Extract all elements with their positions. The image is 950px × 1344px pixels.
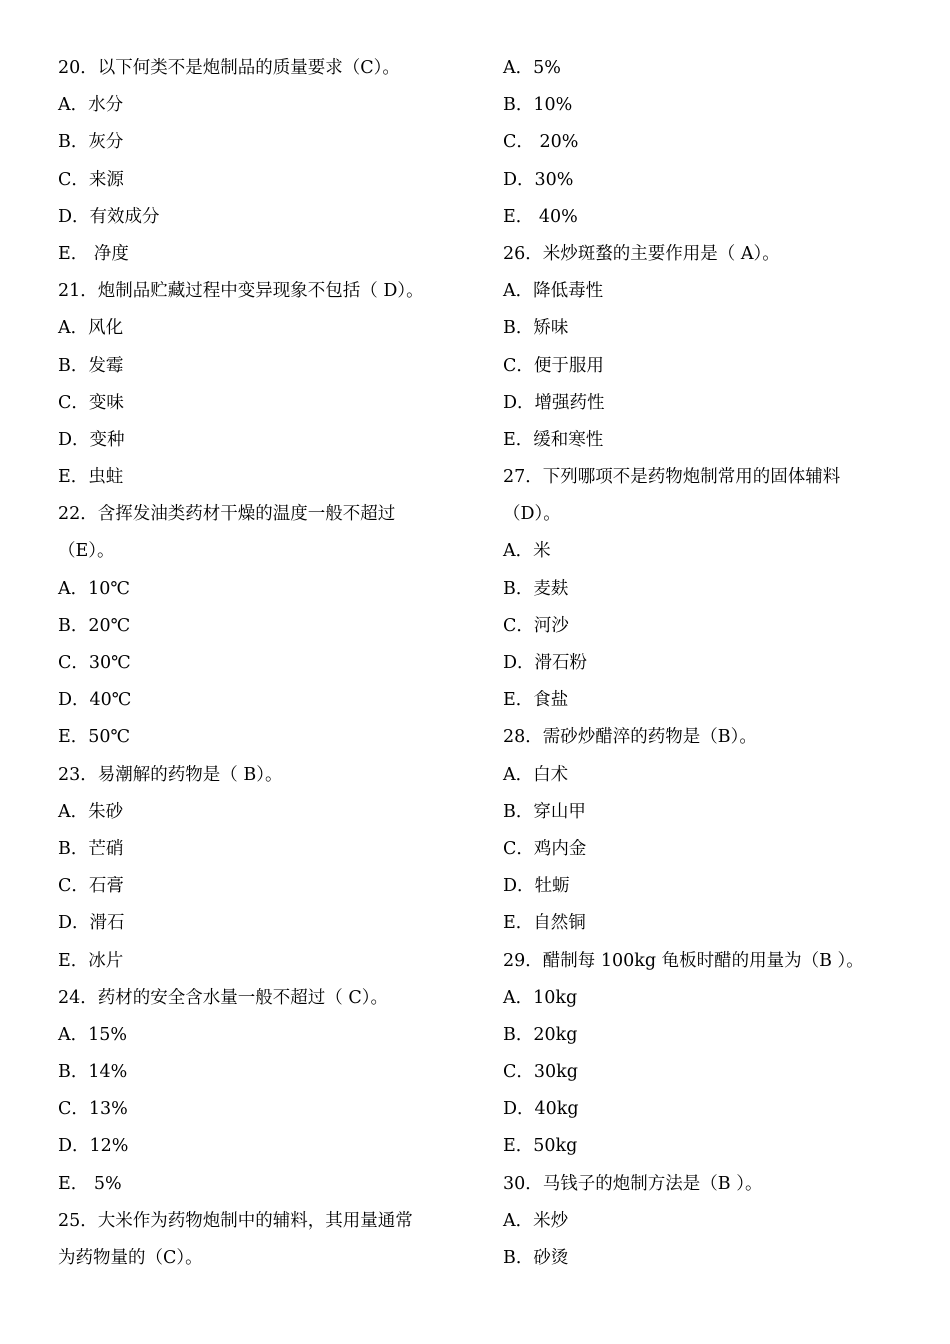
text-line: A．10kg bbox=[503, 987, 578, 1008]
text-line: E．虫蛀 bbox=[58, 467, 124, 488]
text-line: 26．米炒斑蝥的主要作用是（ A）。 bbox=[503, 243, 780, 264]
text-line: 为药物量的（C）。 bbox=[58, 1248, 203, 1268]
text-line: B．14% bbox=[58, 1062, 128, 1083]
text-line: C．鸡内金 bbox=[503, 838, 587, 859]
text-line: D．增强药性 bbox=[503, 392, 605, 413]
text-line: D．滑石 bbox=[58, 913, 125, 934]
text-line: D．有效成分 bbox=[58, 206, 160, 227]
text-line: E． 5% bbox=[58, 1173, 122, 1194]
text-line: E．自然铜 bbox=[503, 913, 586, 934]
text-line: D．40℃ bbox=[58, 690, 132, 711]
text-line: B．灰分 bbox=[58, 132, 124, 153]
text-line: E．缓和寒性 bbox=[503, 429, 604, 450]
text-line: E． 净度 bbox=[58, 243, 129, 264]
text-line: B．麦麸 bbox=[503, 578, 569, 599]
text-line: C．石膏 bbox=[58, 876, 124, 897]
text-line: D．变种 bbox=[58, 429, 125, 450]
text-line: （D）。 bbox=[503, 504, 561, 525]
text-line: C．13% bbox=[58, 1099, 128, 1120]
text-line: 28．需砂炒醋淬的药物是（B）。 bbox=[503, 727, 757, 748]
text-line: C．河沙 bbox=[503, 615, 569, 636]
text-line: D．40kg bbox=[503, 1099, 579, 1120]
text-line: D．12% bbox=[58, 1136, 129, 1157]
text-line: B．10% bbox=[503, 95, 573, 116]
text-line: C．便于服用 bbox=[503, 355, 604, 376]
text-line: 20．以下何类不是炮制品的质量要求（C）。 bbox=[58, 58, 400, 78]
text-line: B．发霉 bbox=[58, 355, 124, 376]
text-line: E．冰片 bbox=[58, 950, 124, 971]
text-line: B．砂烫 bbox=[503, 1248, 569, 1268]
text-line: B．矫味 bbox=[503, 318, 569, 339]
text-line: （E）。 bbox=[58, 541, 115, 562]
text-line: D．30% bbox=[503, 169, 574, 190]
text-line: C．30℃ bbox=[58, 653, 131, 673]
text-line: A．风化 bbox=[58, 318, 124, 339]
text-line: A．朱砂 bbox=[58, 801, 124, 822]
text-line: A．降低毒性 bbox=[503, 281, 604, 302]
text-line: 21．炮制品贮藏过程中变异现象不包括（ D）。 bbox=[58, 281, 424, 302]
text-line: 22．含挥发油类药材干燥的温度一般不超过 bbox=[58, 504, 396, 525]
text-line: E．食盐 bbox=[503, 690, 569, 711]
text-line: C．来源 bbox=[58, 169, 124, 190]
text-line: E．50℃ bbox=[58, 727, 131, 748]
text-line: B．20℃ bbox=[58, 615, 131, 636]
text-line: B．穿山甲 bbox=[503, 801, 586, 822]
right-column bbox=[503, 50, 933, 1277]
text-line: A．水分 bbox=[58, 95, 124, 116]
text-line: D．牡蛎 bbox=[503, 876, 570, 897]
text-line: A．15% bbox=[58, 1024, 128, 1045]
text-line: D．滑石粉 bbox=[503, 653, 588, 673]
text-line: C． 20% bbox=[503, 132, 579, 153]
text-line: B．20kg bbox=[503, 1024, 578, 1045]
text-line: A．5% bbox=[503, 58, 561, 78]
text-line: 23．易潮解的药物是（ B）。 bbox=[58, 764, 283, 785]
text-line: E． 40% bbox=[503, 206, 578, 227]
text-line: A．10℃ bbox=[58, 578, 130, 599]
text-line: C．30kg bbox=[503, 1062, 578, 1083]
text-line: C．变味 bbox=[58, 392, 124, 413]
text-line: 25．大米作为药物炮制中的辅料，其用量通常 bbox=[58, 1210, 413, 1231]
text-line: 30．马钱子的炮制方法是（B ）。 bbox=[503, 1173, 763, 1194]
text-line: 29．醋制每 100kg 龟板时醋的用量为（B ）。 bbox=[503, 950, 864, 971]
text-line: B．芒硝 bbox=[58, 838, 124, 859]
text-line: A．米炒 bbox=[503, 1210, 569, 1231]
text-line: 24．药材的安全含水量一般不超过（ C）。 bbox=[58, 987, 388, 1008]
text-line: E．50kg bbox=[503, 1136, 578, 1157]
text-line: A．米 bbox=[503, 541, 551, 562]
left-column bbox=[58, 50, 478, 1277]
text-line: 27．下列哪项不是药物炮制常用的固体辅料 bbox=[503, 467, 841, 488]
text-line: A．白术 bbox=[503, 764, 569, 785]
